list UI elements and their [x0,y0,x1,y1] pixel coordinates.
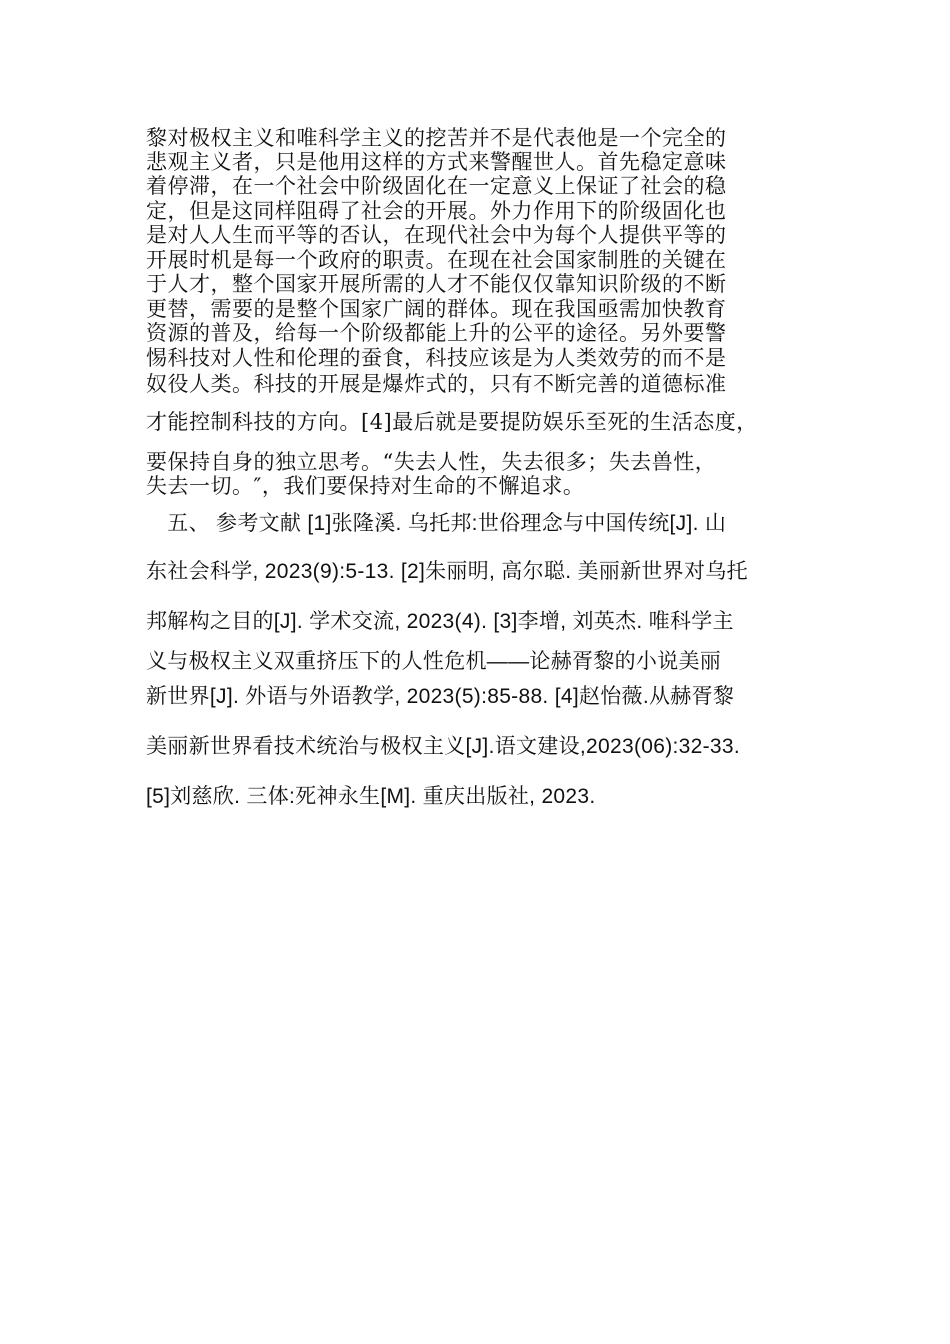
body-line: 失去一切。″，我们要保持对生命的不懈追求。 [146,474,585,498]
reference-line: 义与极权主义双重挤压下的人性危机——论赫胥黎的小说美丽 [146,650,722,673]
reference-line: 东社会科学, 2023(9):5-13. [2]朱丽明, 高尔聪. 美丽新世界对乌托 [146,560,748,583]
reference-line: 美丽新世界看技术统治与极权主义[J].语文建设,2023(06):32-33. [146,735,740,758]
body-line: 黎对极权主义和唯科学主义的挖苦并不是代表他是一个完全的 [146,126,727,150]
body-line: 悲观主义者，只是他用这样的方式来警醒世人。首先稳定意味 [146,150,727,174]
body-line: 于人才，整个国家开展所需的人才不能仅仅靠知识阶级的不断 [146,272,727,296]
reference-line: 五、 参考文献 [1]张隆溪. 乌托邦:世俗理念与中国传统[J]. 山 [146,512,727,535]
body-line: 是对人人生而平等的否认，在现代社会中为每个人提供平等的 [146,223,727,247]
body-line: 定，但是这同样阻碍了社会的开展。外力作用下的阶级固化也 [146,199,727,223]
body-line: 才能控制科技的方向。[4]最后就是要提防娱乐至死的生活态度， [146,410,758,434]
body-line: 奴役人类。科技的开展是爆炸式的，只有不断完善的道德标准 [146,372,727,396]
body-line: 着停滞，在一个社会中阶级固化在一定意义上保证了社会的稳 [146,174,727,198]
body-line: 要保持自身的独立思考。“失去人性，失去很多；失去兽性， [146,450,717,474]
body-line: 惕科技对人性和伦理的蚕食，科技应该是为人类效劳的而不是 [146,346,727,370]
body-line: 资源的普及，给每一个阶级都能上升的公平的途径。另外要警 [146,321,727,345]
reference-line: 邦解构之目的[J]. 学术交流, 2023(4). [3]李增, 刘英杰. 唯科学主 [146,610,734,633]
body-line: 开展时机是每一个政府的职责。在现在社会国家制胜的关键在 [146,248,727,272]
reference-line: 新世界[J]. 外语与外语教学, 2023(5):85-88. [4]赵怡薇.从赫胥黎 [146,685,735,708]
body-line: 更替，需要的是整个国家广阔的群体。现在我国亟需加快教育 [146,297,727,321]
reference-line: [5]刘慈欣. 三体:死神永生[M]. 重庆出版社, 2023. [146,785,596,808]
